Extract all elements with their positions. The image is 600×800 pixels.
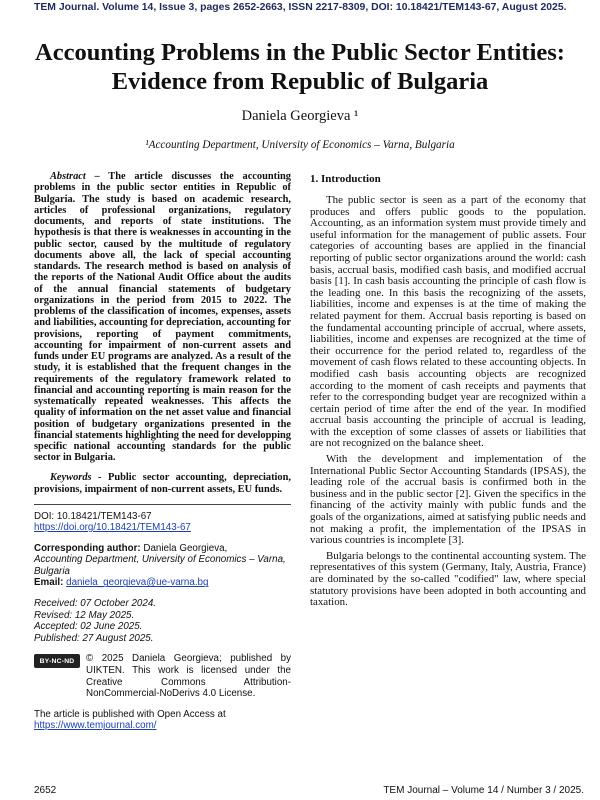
divider <box>34 504 291 505</box>
email-label: Email: <box>34 577 64 589</box>
keywords-label: Keywords <box>50 471 92 483</box>
doi-link[interactable]: https://doi.org/10.18421/TEM143-67 <box>34 522 191 534</box>
email-link[interactable]: daniela_georgieva@ue-varna.bg <box>66 577 209 589</box>
dates-block <box>34 598 291 644</box>
page-number: 2652 <box>34 785 57 796</box>
abstract <box>34 171 291 464</box>
right-column <box>310 173 586 613</box>
received-date: Received: 07 October 2024. <box>34 598 156 610</box>
section-heading: 1. Introduction <box>310 173 381 185</box>
footer-journal: TEM Journal – Volume 14 / Number 3 / 2025. <box>383 785 584 796</box>
published-date: Published: 27 August 2025. <box>34 632 154 644</box>
journal-header: TEM Journal. Volume 14, Issue 3, pages 2652-2663, ISSN 2217-8309, DOI: 10.18421/TEM143-67, August 2025. <box>34 2 567 13</box>
doi-line: DOI: 10.18421/TEM143-67 <box>34 510 152 522</box>
corresponding-author-name: Daniela Georgieva, <box>140 542 228 554</box>
corresponding-author-block <box>34 543 291 589</box>
left-column <box>34 171 291 732</box>
revised-date: Revised: 12 May 2025. <box>34 609 135 621</box>
keywords-text: - Public sector accounting, depreciation, provisions, impairment of non-current assets, EU funds. <box>34 471 291 495</box>
intro-paragraph: Bulgaria belongs to the continental accounting system. The representatives of this system (Germany, Italy, Austria, France) are dominated by the so-called "codified" law, where special statutory provisions have been adopted in both accounting and taxation. <box>310 549 586 609</box>
intro-paragraph: The public sector is seen as a part of the economy that produces and offers public goods to the population. Accounting, as an information system must provide timely and useful information for the management of public assets. Four categories of accounting bases are applied in the financial reporting of public sector organizations around the world: cash basis, accrual basis, modified cash basis, and modified accrual basis [1]. In cash basis accounting the principle of cash flow is the leading one. In this basis the recognizing of the assets, liabilities, income and expenses is at the time of making the related payment for them. Accrual basis reporting is based on the fundamental accounting principle of accrual, where assets, liabilities, income and expenses are recognized at the time of their occurrence for the period related to, regardless of the movement of cash flows related to these accounting objects. In modified cash basis accounting objects are recognized according to the moment of cash receipts and payments that refer to the corresponding budget year are recognized within a certain period of time after the end of the year. In modified accrual basis accounting the principle of accrual is leading, with the exception of some classes of assets or liabilities that are not recognized on the balance sheet. <box>310 194 586 450</box>
corresponding-author-affiliation: Accounting Department, University of Economics – Varna, Bulgaria <box>34 554 286 577</box>
intro-paragraph: With the development and implementation of the International Public Sector Accounting Standards (IPSAS), the leading role of the accrual basis is confirmed both in the business and in the public sector [2]. Given the specifics in the financing of the activity mainly with public funds and the goals of the organizations, aimed at satisfying public needs and not making a profit, the implementation of the IPSAS in various countries is incomplete [3]. <box>310 453 586 547</box>
author-affiliation: ¹Accounting Department, University of Economics – Varna, Bulgaria <box>145 139 455 151</box>
open-access-text: The article is published with Open Access at <box>34 708 226 720</box>
cc-license-icon[interactable]: BY-NC-ND <box>34 654 80 668</box>
open-access-block <box>34 709 291 732</box>
keywords <box>34 472 291 496</box>
license-block <box>34 653 291 699</box>
accepted-date: Accepted: 02 June 2025. <box>34 621 143 633</box>
corresponding-author-label: Corresponding author: <box>34 542 141 554</box>
paper-title: Accounting Problems in the Public Sector Entities: Evidence from Republic of Bulgaria <box>35 39 565 95</box>
journal-link[interactable]: https://www.temjournal.com/ <box>34 720 157 732</box>
abstract-text: – The article discusses the accounting problems in the public sector entities in Republic of Bulgaria. The study is based on academic research, articles of professional organizations, regulatory documents, and reports of state institutions. The hypothesis is that there is weaknesses in accounting in the public sector, caused by the multitude of regulatory documents above all, the lack of special accounting standards. The research method is based on analysis of the reports of the National Audit Office about the audits of the annual financial statements of budgetary organizations in the period from 2015 to 2022. The problems of the classification of incomes, expenses, assets and liabilities, accounting for depreciation, accounting for provisions, reporting of payment commitments, accounting for impairment of non-current assets and funds under EU programs are analyzed. As a result of the study, it is established that the frequent changes in the requirements of the regulatory framework related to financial and accounting reporting is main reason for the systematically repeated weaknesses. This affects the quality of information on the net asset value and financial position of budgetary organizations presented in the financial statements highlighting the need for developping specific national accounting standards for the public sector in Bulgaria. <box>34 171 291 464</box>
abstract-label: Abstract <box>50 171 86 182</box>
author-name: Daniela Georgieva ¹ <box>241 108 359 124</box>
license-text: © 2025 Daniela Georgieva; published by UIKTEN. This work is licensed under the Creative Commons Attribution-NonCommercial-NoDerivs 4.0 License. <box>86 653 291 700</box>
